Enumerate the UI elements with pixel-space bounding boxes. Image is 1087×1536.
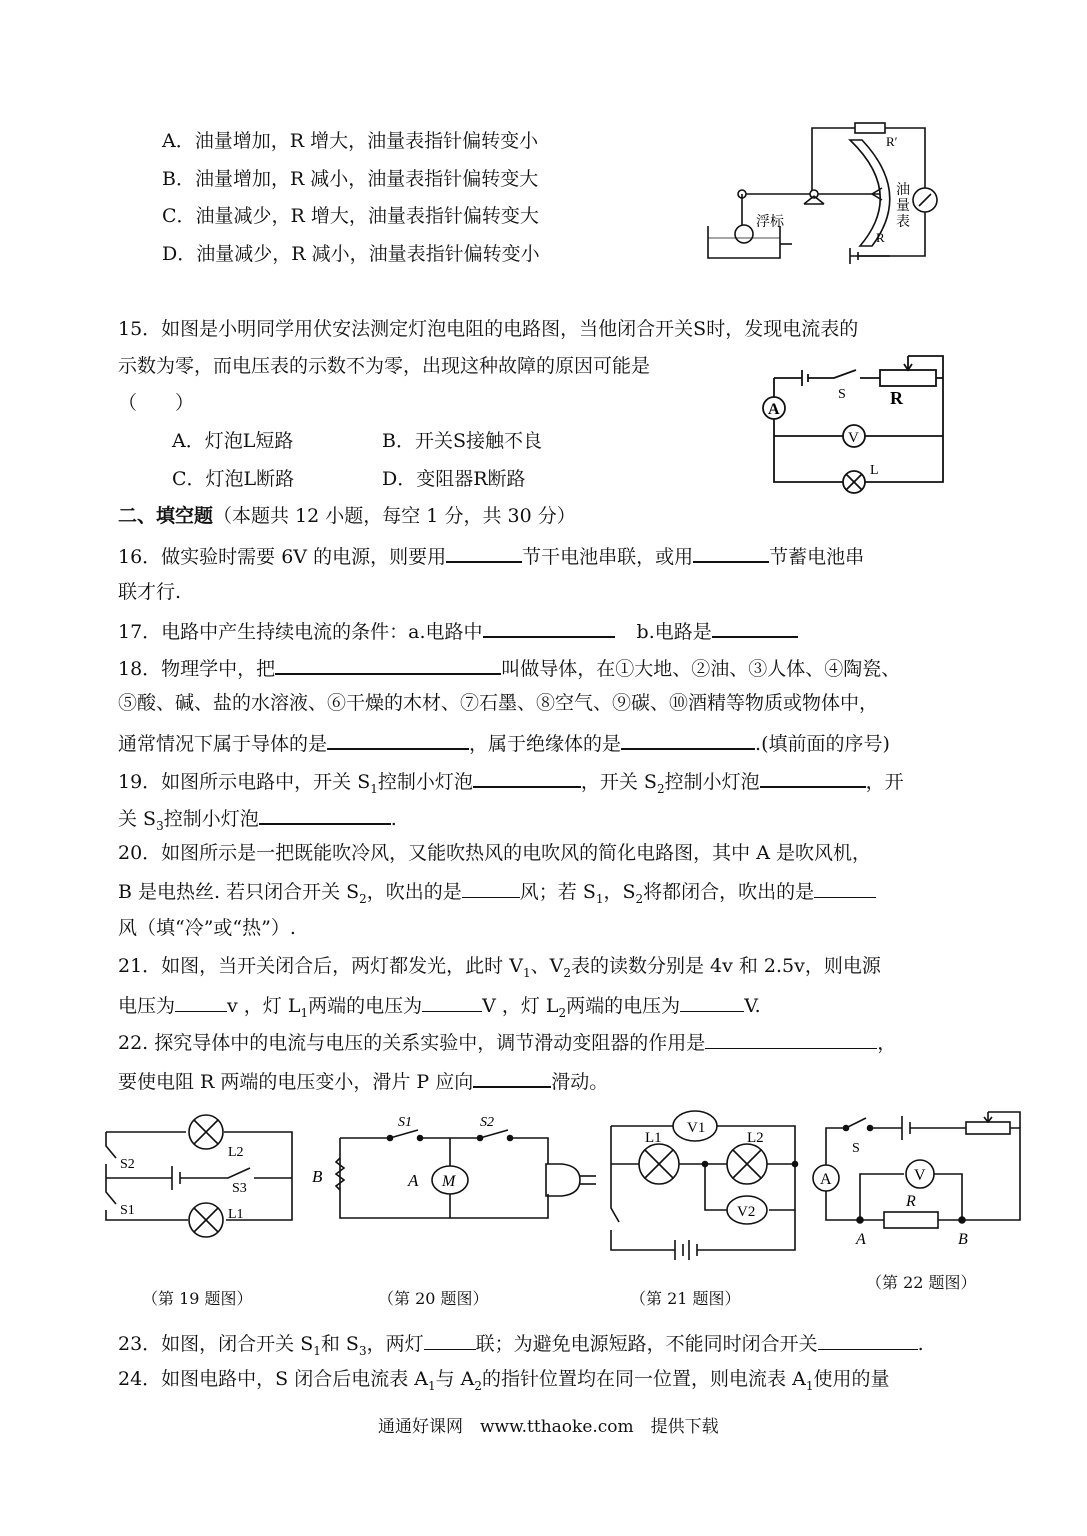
fig19-circuit: [104, 1118, 296, 1248]
q23: [118, 1329, 924, 1364]
q21-text-8: 两端的电压为: [566, 995, 681, 1017]
ammeter-a-label: A: [768, 401, 780, 418]
q21-text-9: V.: [744, 995, 761, 1017]
q20-text-2: ，吹出的是: [366, 881, 462, 903]
fig20-s1-label: S1: [398, 1115, 412, 1130]
q17-text-1: 17．电路中产生持续电流的条件：a.电路中: [118, 621, 483, 643]
q19-sub-1: 1: [370, 781, 378, 796]
q16-blank-2[interactable]: [693, 541, 769, 563]
q21-line2: [118, 991, 761, 1026]
q22-text-2: ，: [877, 1032, 897, 1054]
q24-text-4: 使用的量: [813, 1368, 890, 1390]
q18-line1: [118, 653, 900, 682]
q22-text-3: 要使电阻 R 两端的电压变小，滑片 P 应向: [118, 1071, 474, 1093]
q15-circuit-figure: [758, 350, 958, 495]
q20-line3: 风（填“冷”或“热”）.: [118, 917, 296, 939]
meter-label-char-1: 油: [896, 183, 910, 198]
float-label: 浮标: [756, 215, 784, 230]
q21-text-3: 表的读数分别是 4v 和 2.5v，则电源: [570, 955, 881, 977]
q16-text-3: 节蓄电池串: [769, 546, 865, 568]
q22-blank-2[interactable]: [473, 1066, 551, 1088]
q24-sub-1: 1: [428, 1378, 436, 1393]
q23-text-3: ，两灯: [366, 1333, 424, 1355]
q17: [118, 616, 798, 645]
q19-text-8: .: [390, 808, 397, 830]
fig20-m-label: M: [442, 1173, 456, 1190]
q19-line2: [118, 803, 397, 839]
q23-text-4: 联；为避免电源短路，不能同时闭合开关: [475, 1333, 818, 1355]
q21-sub-4: 2: [558, 1005, 567, 1020]
q15-option-a: A．灯泡L短路: [172, 430, 294, 452]
q20-blank-1[interactable]: [462, 877, 520, 898]
fig22-point-b-label: B: [958, 1231, 968, 1248]
q19-text-3: ，开关 S: [580, 771, 657, 793]
q19-sub-3: 3: [156, 818, 164, 833]
q21-line1: [118, 953, 881, 986]
q20-text-5: 将都闭合，吹出的是: [643, 881, 815, 903]
q20-text-3: 风；若 S: [519, 881, 596, 903]
q24-text-1: 24．如图电路中，S 闭合后电流表 A: [118, 1368, 428, 1390]
q15-bracket: （ ）: [118, 392, 195, 414]
meter-label-char-2: 量: [896, 199, 910, 214]
q19-blank-3[interactable]: [259, 803, 391, 825]
q20-sub-3: 2: [635, 891, 644, 906]
fig19-s2-label: S2: [120, 1157, 135, 1172]
q20-line1: 20．如图所示是一把既能吹冷风，又能吹热风的电吹风的简化电路图，其中 A 是吹风机，: [118, 842, 871, 864]
lamp-l-label: L: [870, 463, 879, 478]
q24-sub-3: 1: [805, 1378, 814, 1393]
q14-option-d: D．油量减少，R 减小，油量表指针偏转变小: [162, 243, 540, 265]
q19-text-1: 19．如图所示电路中，开关 S: [118, 771, 371, 793]
q16-line2: 联才行.: [118, 581, 182, 603]
q19-blank-2[interactable]: [760, 766, 866, 788]
q16-text-1: 16．做实验时需要 6V 的电源，则要用: [118, 546, 447, 568]
q20-line2: [118, 877, 876, 912]
q22-text-4: 滑动。: [551, 1071, 609, 1093]
q18-line2: ⑤酸、碱、盐的水溶液、⑥干燥的木材、⑦石墨、⑧空气、⑨碳、⑩酒精等物质或物体中，: [118, 692, 879, 714]
q21-text-2: 、V: [530, 955, 564, 977]
q23-text-1: 23．如图，闭合开关 S: [118, 1333, 314, 1355]
q21-sub-2: 2: [563, 965, 571, 980]
q22-text-1: 22. 探究导体中的电流与电压的关系实验中，调节滑动变阻器的作用是: [118, 1032, 706, 1054]
q16: [118, 541, 864, 570]
fig21-caption: （第 21 题图）: [630, 1289, 741, 1308]
fig19-l1-label: L1: [228, 1207, 244, 1222]
q21-sub-1: 1: [522, 965, 531, 980]
q24-text-3: 的指针位置均在同一位置，则电流表 A: [482, 1368, 806, 1390]
fig20-caption: （第 20 题图）: [378, 1289, 489, 1308]
fig19-s1-label: S1: [120, 1203, 135, 1218]
fig20-circuit: [310, 1114, 600, 1224]
q20-sub-1: 2: [359, 891, 367, 906]
q24: [118, 1366, 889, 1399]
q23-text-2: 和 S: [320, 1333, 359, 1355]
q18-blank-3[interactable]: [621, 728, 755, 750]
q21-blank-3[interactable]: [680, 991, 744, 1012]
fig22-caption: （第 22 题图）: [866, 1273, 977, 1292]
q21-text-1: 21．如图，当开关闭合后，两灯都发光，此时 V: [118, 955, 523, 977]
q24-text-2: 与 A: [435, 1368, 475, 1390]
fig20-b-label: B: [312, 1167, 323, 1186]
q21-text-4: 电压为: [118, 995, 176, 1017]
q21-sub-3: 1: [300, 1005, 309, 1020]
fig19-l2-label: L2: [228, 1145, 244, 1160]
q17-text-2: b.电路是: [636, 621, 712, 643]
q15-option-b: B．开关S接触不良: [382, 430, 542, 452]
q14-option-a: A．油量增加，R 增大，油量表指针偏转变小: [162, 130, 539, 152]
q20-text-4: ，S: [603, 881, 636, 903]
section-2-heading: [118, 503, 576, 529]
q19-line1: [118, 766, 904, 802]
oil-gauge-figure: [700, 118, 950, 268]
r-prime-label: R′: [886, 134, 898, 149]
q19-text-6: 关 S: [118, 808, 157, 830]
switch-s-label: S: [838, 387, 846, 402]
q16-blank-1[interactable]: [446, 541, 522, 563]
q21-blank-1[interactable]: [175, 991, 227, 1012]
fig21-circuit: [605, 1104, 805, 1264]
q21-blank-2[interactable]: [422, 991, 482, 1012]
q21-text-5: v ，灯 L: [227, 995, 301, 1017]
fig21-v1-label: V1: [687, 1120, 706, 1136]
fig22-r-label: R: [906, 1193, 916, 1210]
q23-blank-2[interactable]: [818, 1329, 918, 1350]
q18-text-5: .(填前面的序号): [755, 733, 890, 755]
fig21-l1-label: L1: [645, 1130, 662, 1146]
q20-text-1: B 是电热丝. 若只闭合开关 S: [118, 881, 360, 903]
fig22-a-label: A: [820, 1171, 832, 1188]
fig20-s2-label: S2: [480, 1115, 494, 1130]
q18-text-4: ，属于绝缘体的是: [469, 733, 622, 755]
q18-blank-2[interactable]: [327, 728, 469, 750]
q16-text-2: 节干电池串联，或用: [522, 546, 694, 568]
q17-blank-1[interactable]: [483, 616, 615, 638]
q23-text-5: .: [917, 1333, 924, 1355]
q15-option-c: C．灯泡L断路: [172, 468, 295, 490]
q15-option-d: D．变阻器R断路: [382, 468, 526, 490]
section-2-title: 二、填空题: [118, 505, 214, 527]
q18-blank-1[interactable]: [275, 653, 501, 675]
q15-line2: 示数为零，而电压表的示数不为零，出现这种故障的原因可能是: [118, 355, 651, 377]
meter-label-char-3: 表: [896, 215, 910, 230]
q15-line1: 15．如图是小明同学用伏安法测定灯泡电阻的电路图，当他闭合开关S时，发现电流表的: [118, 318, 859, 340]
q14-option-b: B．油量增加，R 减小，油量表指针偏转变大: [162, 168, 539, 190]
q14-option-c: C．油量减少，R 增大，油量表指针偏转变大: [162, 205, 539, 227]
fig22-s-label: S: [852, 1141, 860, 1156]
q19-sub-2: 2: [656, 781, 665, 796]
fig21-v2-label: V2: [737, 1204, 756, 1220]
q21-text-6: 两端的电压为: [308, 995, 423, 1017]
q17-blank-2[interactable]: [712, 616, 798, 638]
q19-text-4: 控制小灯泡: [664, 771, 760, 793]
fig21-l2-label: L2: [747, 1130, 764, 1146]
q18-text-1: 18．物理学中，把: [118, 658, 276, 680]
q23-blank-1[interactable]: [424, 1329, 476, 1350]
fig22-point-a-label: A: [856, 1231, 866, 1248]
q18-text-2: 叫做导体，在①大地、②油、③人体、④陶瓷、: [501, 658, 901, 680]
page-footer: 通通好课网 www.tthaoke.com 提供下载: [378, 1417, 719, 1437]
fig22-circuit: [808, 1108, 1030, 1248]
fig20-a-label: A: [408, 1171, 419, 1190]
rheostat-r-label: R: [890, 388, 903, 408]
q22-blank-1[interactable]: [705, 1028, 877, 1049]
q22-line2: [118, 1066, 608, 1095]
q20-sub-2: 1: [595, 891, 604, 906]
q20-blank-2[interactable]: [814, 877, 876, 898]
voltmeter-v-label: V: [848, 430, 859, 446]
fig19-s3-label: S3: [232, 1181, 247, 1196]
q24-sub-2: 2: [474, 1378, 483, 1393]
fig19-caption: （第 19 题图）: [142, 1289, 253, 1308]
q21-text-7: V ，灯 L: [482, 995, 559, 1017]
q23-sub-2: 3: [358, 1343, 367, 1358]
q19-text-5: ，开: [865, 771, 904, 793]
q19-text-7: 控制小灯泡: [163, 808, 259, 830]
fig22-v-label: V: [914, 1167, 926, 1184]
r-label: R: [876, 230, 885, 245]
section-2-note: （本题共 12 小题，每空 1 分，共 30 分）: [213, 505, 576, 527]
q18-text-3: 通常情况下属于导体的是: [118, 733, 328, 755]
q18-line3: [118, 728, 890, 757]
q19-text-2: 控制小灯泡: [377, 771, 473, 793]
q22-line1: [118, 1028, 896, 1056]
q19-blank-1[interactable]: [473, 766, 581, 788]
q23-sub-1: 1: [313, 1343, 321, 1358]
